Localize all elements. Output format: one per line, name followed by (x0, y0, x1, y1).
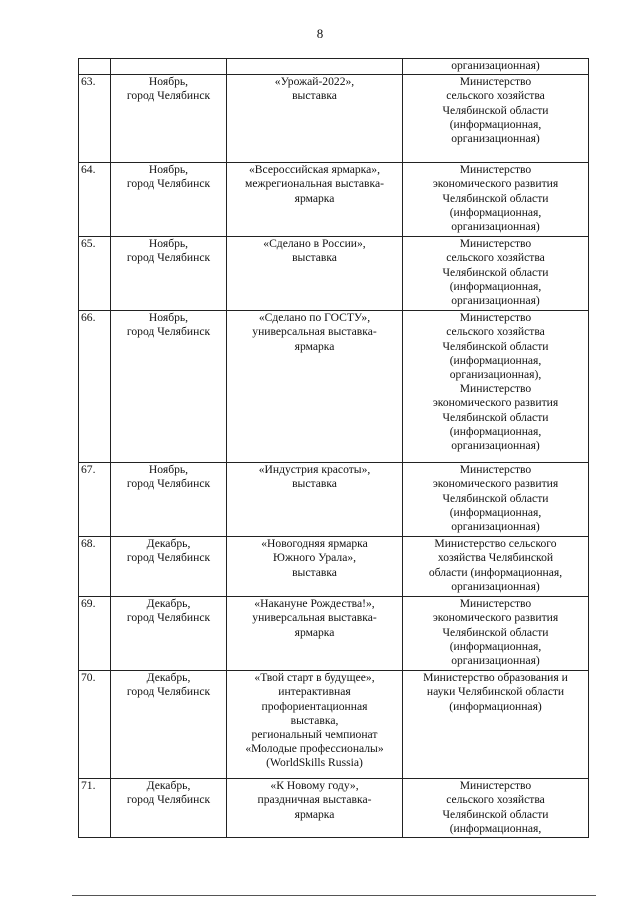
cell-text-line: универсальная выставка- (252, 325, 377, 339)
cell-text-line: Челябинской области (442, 491, 549, 505)
cell-text-line: организационная) (451, 579, 540, 593)
cell-text-line: организационная) (451, 520, 540, 534)
cell-text-line: сельского хозяйства (446, 89, 545, 103)
cell-text-line: город Челябинск (126, 685, 211, 699)
cell-event (227, 59, 403, 75)
cell-text-line: Декабрь, (146, 671, 191, 685)
cell-text-line: «К Новому году», (270, 779, 359, 793)
cell-text-line: город Челябинск (126, 551, 211, 565)
cell-text-line: экономического развития (432, 177, 559, 191)
cell-text-line: «Всероссийская ярмарка», (249, 163, 380, 177)
cell-text-line: организационная) (451, 59, 540, 72)
cell-date-place (111, 779, 227, 838)
cell-text-line: Ноябрь, (148, 463, 189, 477)
cell-text-line: Декабрь, (146, 537, 191, 551)
cell-text-line: (информационная, (449, 353, 542, 367)
cell-text-line: экономического развития (432, 396, 559, 410)
cell-text-line: Челябинской области (442, 807, 549, 821)
cell-text-line: город Челябинск (126, 611, 211, 625)
cell-date-place (111, 237, 227, 311)
cell-text-line: «Сделано по ГОСТУ», (258, 311, 371, 325)
cell-event (227, 597, 403, 671)
cell-text-line: (информационная, (449, 205, 542, 219)
cell-text-line: Министерство сельского (434, 537, 557, 551)
footer-rule (72, 895, 596, 896)
cell-text-line: «Индустрия красоты», (258, 463, 371, 477)
cell-text-line: «Урожай-2022», (274, 75, 355, 89)
cell-text-line: Министерство (459, 463, 532, 477)
cell-event (227, 463, 403, 537)
table-row (79, 75, 589, 163)
cell-text-line: ярмарка (294, 625, 335, 639)
cell-event (227, 163, 403, 237)
cell-date-place (111, 463, 227, 537)
cell-event (227, 311, 403, 463)
cell-organizer (403, 671, 589, 779)
table-row (79, 597, 589, 671)
cell-text-line: ярмарка (294, 807, 335, 821)
cell-text-line: ярмарка (294, 191, 335, 205)
cell-number: 65. (79, 237, 111, 311)
cell-text-line: Ноябрь, (148, 311, 189, 325)
table-row (79, 537, 589, 597)
table-row (79, 163, 589, 237)
cell-date-place (111, 59, 227, 75)
cell-text-line: город Челябинск (126, 477, 211, 491)
cell-text-line: Ноябрь, (148, 237, 189, 251)
cell-date-place (111, 163, 227, 237)
cell-organizer (403, 237, 589, 311)
cell-text-line: Министерство (459, 237, 532, 251)
cell-number: 69. (79, 597, 111, 671)
cell-event (227, 671, 403, 779)
cell-text-line: Министерство (459, 597, 532, 611)
cell-text-line: Челябинской области (442, 103, 549, 117)
cell-text-line: город Челябинск (126, 793, 211, 807)
table-row (79, 311, 589, 463)
cell-text-line: универсальная выставка- (252, 611, 377, 625)
cell-text-line: экономического развития (432, 611, 559, 625)
cell-text-line: Министерство (459, 311, 532, 325)
cell-event (227, 75, 403, 163)
cell-text-line: (информационная) (449, 699, 542, 713)
cell-text-line: Министерство (459, 75, 532, 89)
cell-text-line: ярмарка (294, 339, 335, 353)
cell-event (227, 237, 403, 311)
cell-event (227, 779, 403, 838)
cell-text-line: праздничная выставка- (257, 793, 372, 807)
cell-number: 71. (79, 779, 111, 838)
cell-text-line: профориентационная (261, 699, 368, 713)
cell-organizer (403, 779, 589, 838)
cell-text-line: сельского хозяйства (446, 793, 545, 807)
cell-text-line: «Молодые профессионалы» (245, 742, 384, 756)
cell-date-place (111, 671, 227, 779)
cell-text-line: (WorldSkills Russia) (266, 756, 363, 770)
cell-text-line: выставка (292, 89, 337, 103)
events-table-body (79, 59, 589, 838)
cell-number: 64. (79, 163, 111, 237)
cell-text-line: интерактивная (278, 685, 351, 699)
cell-text-line: город Челябинск (126, 325, 211, 339)
cell-text-line: сельского хозяйства (446, 325, 545, 339)
cell-text-line: Челябинской области (442, 339, 549, 353)
cell-text-line: организационная) (451, 294, 540, 308)
cell-text-line: Министерство (459, 779, 532, 793)
table-row (79, 237, 589, 311)
cell-text-line: (информационная, (449, 821, 542, 835)
cell-text-line: Южного Урала», (272, 551, 357, 565)
cell-text-line: Министерство (459, 163, 532, 177)
cell-text-line: выставка (292, 251, 337, 265)
cell-text-line: выставка (292, 565, 337, 579)
cell-text-line: Челябинской области (442, 191, 549, 205)
cell-text-line: сельского хозяйства (446, 251, 545, 265)
cell-organizer (403, 59, 589, 75)
cell-text-line: Челябинской области (442, 265, 549, 279)
cell-text-line: межрегиональная выставка- (244, 177, 384, 191)
cell-text-line: «Накануне Рождества!», (254, 597, 375, 611)
cell-organizer (403, 537, 589, 597)
cell-organizer (403, 163, 589, 237)
page-number: 8 (316, 26, 324, 41)
cell-number: 63. (79, 75, 111, 163)
cell-text-line: «Твой старт в будущее», (254, 671, 375, 685)
cell-text-line: Декабрь, (146, 779, 191, 793)
cell-date-place (111, 597, 227, 671)
cell-text-line: Ноябрь, (148, 75, 189, 89)
cell-text-line: организационная) (451, 654, 540, 668)
cell-text-line: Ноябрь, (148, 163, 189, 177)
cell-organizer (403, 75, 589, 163)
cell-text-line: науки Челябинской области (426, 685, 565, 699)
cell-text-line: (информационная, (449, 117, 542, 131)
cell-text-line: Министерство (459, 382, 532, 396)
cell-organizer (403, 597, 589, 671)
cell-date-place (111, 311, 227, 463)
cell-text-line: «Новогодняя ярмарка (261, 537, 368, 551)
cell-text-line: (информационная, (449, 279, 542, 293)
cell-text-line: выставка, (290, 713, 339, 727)
cell-number: 67. (79, 463, 111, 537)
cell-text-line: организационная) (451, 132, 540, 146)
cell-text-line: город Челябинск (126, 251, 211, 265)
table-row-continuation (79, 59, 589, 75)
cell-text-line: Декабрь, (146, 597, 191, 611)
cell-text-line: экономического развития (432, 477, 559, 491)
events-table (78, 58, 589, 838)
cell-organizer (403, 311, 589, 463)
table-row (79, 779, 589, 838)
cell-text-line: региональный чемпионат (251, 728, 378, 742)
cell-text-line: (информационная, (449, 424, 542, 438)
cell-text-line: город Челябинск (126, 89, 211, 103)
cell-text-line: Министерство образования и (423, 671, 568, 685)
cell-text-line: город Челябинск (126, 177, 211, 191)
cell-text-line: организационная) (451, 220, 540, 234)
table-row (79, 463, 589, 537)
cell-text-line: Челябинской области (442, 410, 549, 424)
cell-event (227, 537, 403, 597)
cell-number (79, 59, 111, 75)
cell-text-line: «Сделано в России», (263, 237, 366, 251)
cell-date-place (111, 537, 227, 597)
cell-date-place (111, 75, 227, 163)
cell-text-line: организационная) (451, 439, 540, 453)
table-row (79, 671, 589, 779)
cell-text-line: организационная), (449, 368, 542, 382)
cell-text-line: области (информационная, (428, 565, 563, 579)
cell-organizer (403, 463, 589, 537)
cell-text-line: хозяйства Челябинской (437, 551, 554, 565)
cell-number: 70. (79, 671, 111, 779)
cell-text-line: (информационная, (449, 639, 542, 653)
cell-text-line: выставка (292, 477, 337, 491)
cell-number: 66. (79, 311, 111, 463)
cell-text-line: Челябинской области (442, 625, 549, 639)
cell-number: 68. (79, 537, 111, 597)
cell-text-line: (информационная, (449, 505, 542, 519)
